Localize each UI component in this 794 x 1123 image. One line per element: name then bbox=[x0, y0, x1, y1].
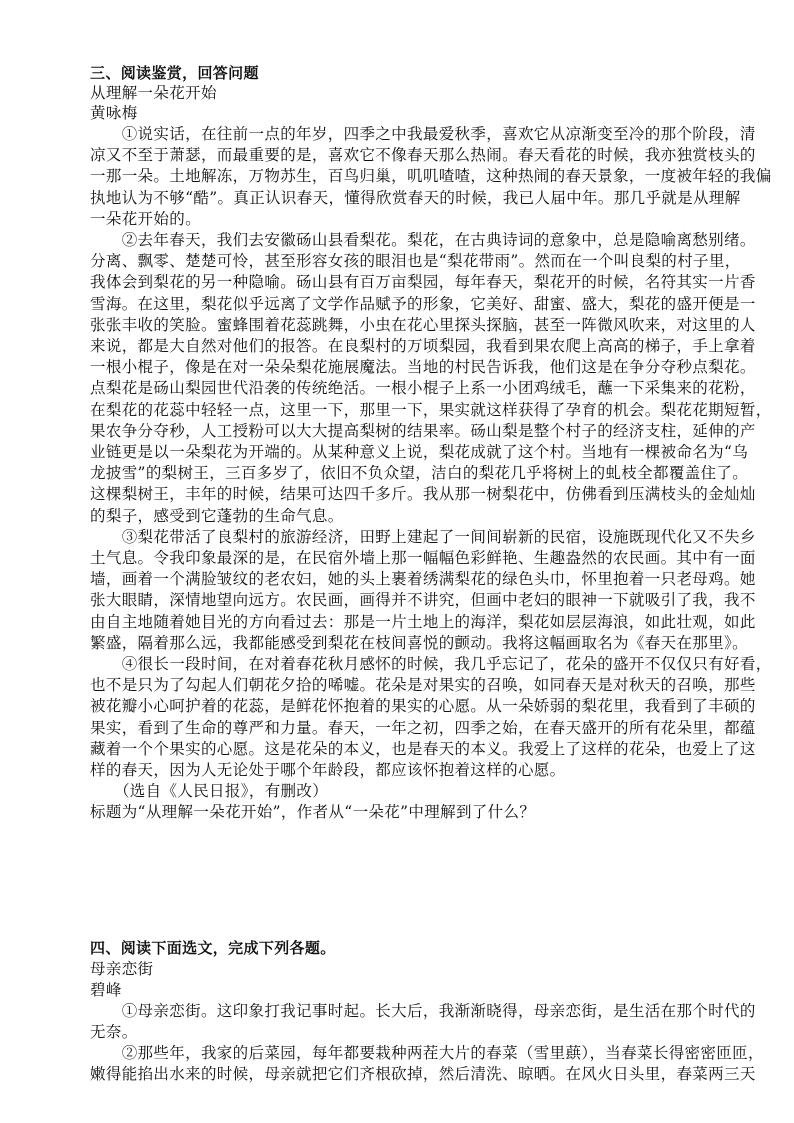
section4-title: 母亲恋街 bbox=[90, 960, 154, 978]
section3-author: 黄咏梅 bbox=[90, 104, 138, 122]
section3-line: ②去年春天，我们去安徽砀山县看梨花。梨花，在古典诗词的意象中，总是隐喻离愁别绪。 bbox=[90, 231, 756, 249]
section3-line: 凉又不至于萧瑟，而最重要的是，喜欢它不像春天那么热闹。春天看花的时候，我亦独赏枝头的 bbox=[90, 146, 756, 164]
section3-title: 从理解一朵花开始 bbox=[90, 84, 217, 102]
section4-line: 无奈。 bbox=[90, 1023, 138, 1041]
section3-line: 果实，看到了生命的尊严和力量。春天，一年之初，四季之始，在春天盛开的所有花朵里，都蕴 bbox=[90, 719, 756, 737]
section3-line: 雪海。在这里，梨花似乎远离了文学作品赋予的形象，它美好、甜蜜、盛大，梨花的盛开便是一 bbox=[90, 295, 756, 313]
section3-line: 的梨子，感受到它蓬勃的生命气息。 bbox=[90, 507, 344, 525]
section3-line: 被花瓣小心呵护着的花蕊，是鲜花怀抱着的果实的心愿。从一朵娇弱的梨花里，我看到了丰硕的 bbox=[90, 697, 756, 715]
section3-line: 也不是只为了勾起人们朝花夕拾的唏嘘。花朵是对果实的召唤，如同春天是对秋天的召唤，那些 bbox=[90, 676, 756, 694]
section3-line: 这棵梨树王，丰年的时候，结果可达四千多斤。我从那一树梨花中，仿佛看到压满枝头的金灿灿 bbox=[90, 485, 756, 503]
section3-line: 果农争分夺秒，人工授粉可以大大提高梨树的结果率。砀山梨是整个村子的经济支柱，延伸的产 bbox=[90, 422, 756, 440]
section3-line: 一那一朵。土地解冻，万物苏生，百鸟归巢，叽叽喳喳，这种热闹的春天景象，一度被年轻的我偏 bbox=[90, 167, 772, 185]
section3-line: 龙披雪”的梨树王，三百多岁了，依旧不负众望，洁白的梨花几乎将树上的虬枝全都覆盖住了。 bbox=[90, 464, 749, 482]
section3-line: 一根小棍子，像是在对一朵朵梨花施展魔法。当地的村民告诉我，他们这是在争分夺秒点梨花。 bbox=[90, 358, 756, 376]
section3-line: 执地认为不够“酷”。真正认识春天，懂得欣赏春天的时候，我已人届中年。那几乎就是从理解 bbox=[90, 189, 741, 207]
section4-line: ①母亲恋街。这印象打我记事时起。长大后，我渐渐晓得，母亲恋街，是生活在那个时代的 bbox=[90, 1002, 756, 1020]
section3-line: 墙，画着一个满脸皱纹的老农妇，她的头上裹着绣满梨花的绿色头巾，怀里抱着一只老母鸡。她 bbox=[90, 570, 756, 588]
section3-line: 张张丰收的笑脸。蜜蜂围着花蕊跳舞，小虫在花心里探头探脑，甚至一阵微风吹来，对这里的人 bbox=[90, 316, 756, 334]
section3-line: ③梨花带活了良梨村的旅游经济，田野上建起了一间间崭新的民宿，设施既现代化又不失乡 bbox=[90, 528, 756, 546]
section3-line: 一朵花开始的。 bbox=[90, 210, 201, 228]
section4-line: ②那些年，我家的后菜园，每年都要栽种两茬大片的春菜（雪里蕻），当春菜长得密密匝匝， bbox=[90, 1044, 764, 1062]
section3-line: 分离、飘零、楚楚可怜，甚至形容女孩的眼泪也是“梨花带雨”。然而在一个叫良梨的村子里， bbox=[90, 252, 741, 270]
section3-line: 由自主地随着她目光的方向看过去：那是一片土地上的海洋，梨花如层层海浪，如此壮观，如此 bbox=[90, 613, 756, 631]
section3-line: 样的春天，因为人无论处于哪个年龄段，都应该怀抱着这样的心愿。 bbox=[90, 761, 566, 779]
section3-source: （选自《人民日报》，有删改） bbox=[90, 782, 329, 800]
section4-author: 碧峰 bbox=[90, 981, 122, 999]
section3-line: 业链更是以一朵梨花为开端的。从某种意义上说，梨花成就了这个村。当地有一棵被命名为“乌 bbox=[90, 443, 749, 461]
section4-heading: 四、阅读下面选文，完成下列各题。 bbox=[90, 939, 336, 957]
section3-line: 我体会到梨花的另一种隐喻。砀山县有百万亩梨园，每年春天，梨花开的时候，名符其实一片香 bbox=[90, 273, 756, 291]
section3-line: 土气息。令我印象最深的是，在民宿外墙上那一幅幅色彩鲜艳、生趣盎然的农民画。其中有一面 bbox=[90, 549, 756, 567]
section3-heading: 三、阅读鉴赏，回答问题 bbox=[90, 64, 259, 82]
section3-line: 在梨花的花蕊中轻轻一点，这里一下，那里一下，果实就这样获得了孕育的机会。梨花花期短暂， bbox=[90, 401, 772, 419]
section4-line: 嫩得能掐出水来的时候，母亲就把它们齐根砍掉，然后清洗、晾晒。在风火日头里，春菜两三天 bbox=[90, 1065, 756, 1083]
section3-line: 点梨花是砀山梨园世代沿袭的传统绝活。一根小棍子上系一小团鸡绒毛，蘸一下采集来的花粉， bbox=[90, 379, 756, 397]
section3-line: ①说实话，在往前一点的年岁，四季之中我最爱秋季，喜欢它从凉渐变至冷的那个阶段，清 bbox=[90, 125, 756, 143]
section3-line: ④很长一段时间，在对着春花秋月感怀的时候，我几乎忘记了，花朵的盛开不仅仅只有好看， bbox=[90, 655, 772, 673]
section3-line: 繁盛，隔着那么远，我都能感受到梨花在枝间喜悦的颤动。我将这幅画取名为《春天在那里》。 bbox=[90, 634, 748, 652]
section3-question: 标题为“从理解一朵花开始”，作者从“一朵花”中理解到了什么？ bbox=[90, 803, 536, 821]
section3-line: 张大眼睛，深情地望向远方。农民画，画得并不讲究，但画中老妇的眼神一下就吸引了我，我不 bbox=[90, 591, 756, 609]
section3-line: 藏着一个个果实的心愿。这是花朵的本义，也是春天的本义。我爱上了这样的花朵，也爱上了这 bbox=[90, 740, 756, 758]
section3-line: 来说，都是大自然对他们的报答。在良梨村的万顷梨园，我看到果农爬上高高的梯子，手上拿着 bbox=[90, 337, 756, 355]
